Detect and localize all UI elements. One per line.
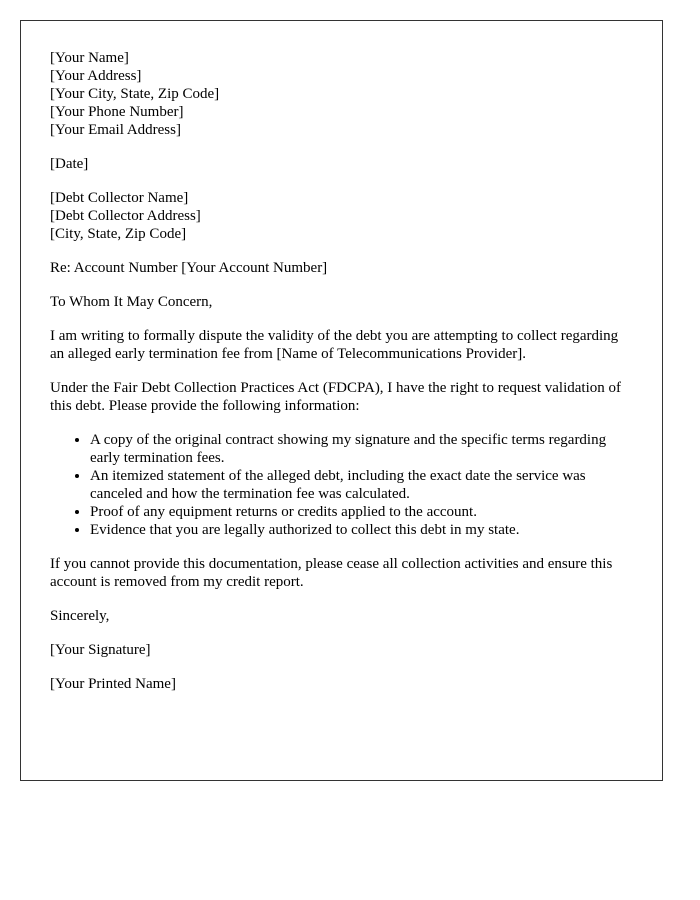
list-item: • A copy of the original contract showing my signature and the specific terms regarding early termination fees. xyxy=(90,431,633,467)
request-list xyxy=(50,431,633,539)
sender-phone: [Your Phone Number] xyxy=(50,104,184,120)
recipient-name: [Debt Collector Name] xyxy=(50,190,189,206)
printed-name: [Your Printed Name] xyxy=(50,676,176,692)
signature: [Your Signature] xyxy=(50,642,151,658)
list-item: • Proof of any equipment returns or credits applied to the account. xyxy=(90,503,633,521)
body-paragraph-1: I am writing to formally dispute the validity of the debt you are attempting to collect regarding an alleged early termination fee from [Name of Telecommunications Provider]. xyxy=(50,328,619,362)
sender-email: [Your Email Address] xyxy=(50,122,181,138)
closing: Sincerely, xyxy=(50,608,110,624)
salutation: To Whom It May Concern, xyxy=(50,294,213,310)
sender-city: [Your City, State, Zip Code] xyxy=(50,86,220,102)
recipient-address: [Debt Collector Address] xyxy=(50,208,201,224)
sender-address: [Your Address] xyxy=(50,68,142,84)
re-line: Re: Account Number [Your Account Number] xyxy=(50,260,328,276)
sender-name: [Your Name] xyxy=(50,50,129,66)
recipient-address-block xyxy=(50,189,633,243)
letter-document xyxy=(20,20,663,781)
list-item: • Evidence that you are legally authorized to collect this debt in my state. xyxy=(90,521,633,539)
list-item: • An itemized statement of the alleged debt, including the exact date the service was canceled and how the termination fee was calculated. xyxy=(90,467,633,503)
recipient-city: [City, State, Zip Code] xyxy=(50,226,187,242)
body-paragraph-2: Under the Fair Debt Collection Practices Act (FDCPA), I have the right to request validation of this debt. Please provide the following information: xyxy=(50,380,621,414)
letter-date: [Date] xyxy=(50,156,89,172)
body-paragraph-3: If you cannot provide this documentation, please cease all collection activities and ensure this account is removed from my credit report. xyxy=(50,556,613,590)
sender-address-block xyxy=(50,49,633,139)
